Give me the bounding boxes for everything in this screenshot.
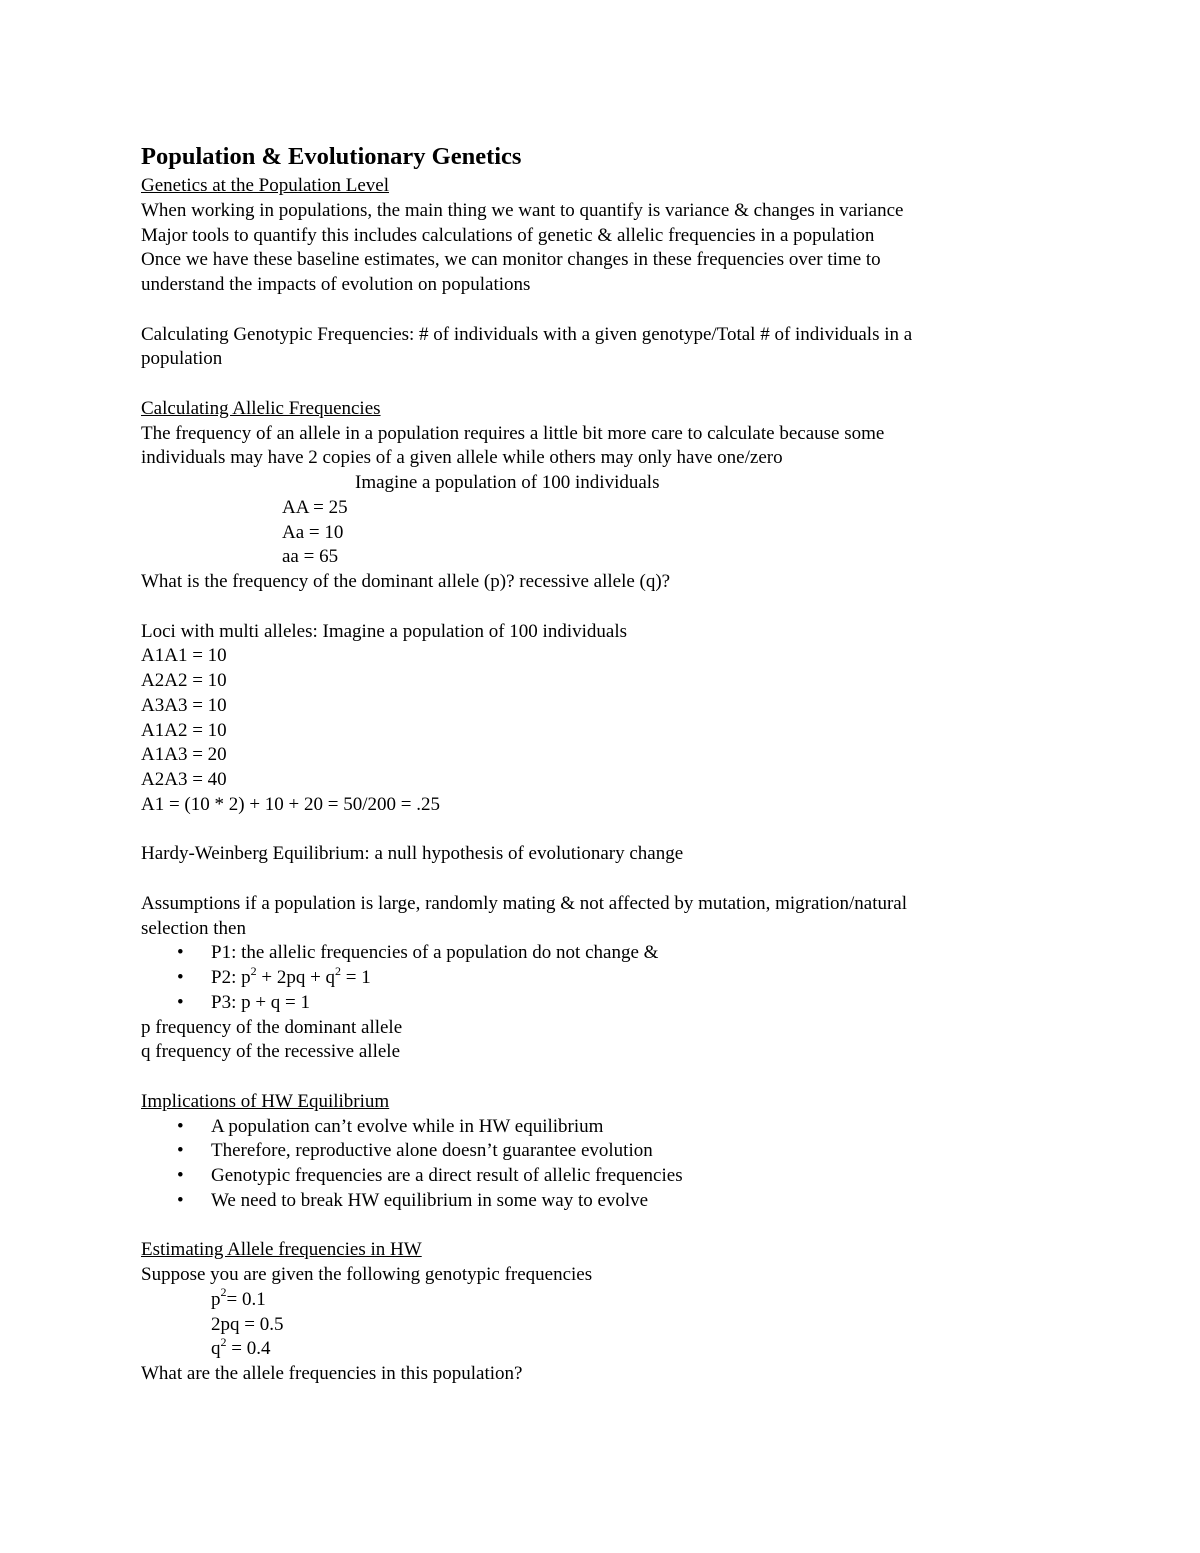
list-item-text: Therefore, reproductive alone doesn’t guarantee evolution	[211, 1140, 653, 1162]
bullet-icon: •	[177, 1140, 184, 1162]
blank-line	[141, 372, 1041, 397]
hardy-weinberg-definition: Hardy-Weinberg Equilibrium: a null hypothesis of evolutionary change	[141, 843, 684, 865]
list-item-text: A population can’t evolve while in HW equilibrium	[211, 1115, 604, 1137]
frequency-given: $q^2 = 0.4$	[211, 1334, 271, 1360]
blank-line	[141, 298, 1041, 323]
list-item-text: P3: p + q = 1	[211, 991, 311, 1013]
estimating-question: What are the allele frequencies in this population?	[141, 1363, 523, 1384]
genotypic-frequency-definition: Calculating Genotypic Frequencies: # of individuals with a given genotype/Total # of individuals in a	[141, 323, 913, 345]
q-definition: q frequency of the recessive allele	[141, 1041, 401, 1063]
blank-line	[141, 867, 1041, 892]
p-definition: p frequency of the dominant allele	[141, 1016, 403, 1038]
list-item	[141, 1164, 1041, 1189]
document-page	[141, 140, 1041, 1387]
genotypic-frequency-definition-cont: population	[141, 348, 223, 370]
list-item-text: P2: $p^2 + 2pq + q^2 = 1$	[211, 963, 371, 988]
example-intro: Imagine a population of 100 individuals	[355, 472, 660, 493]
list-item	[141, 1189, 1041, 1214]
bullet-icon: •	[177, 1165, 184, 1186]
a1-frequency-calculation: A1 = (10 * 2) + 10 + 20 = 50/200 = .25	[141, 793, 440, 815]
multi-genotype-count: A1A2 = 10	[141, 719, 227, 741]
list-item	[141, 941, 1041, 966]
blank-line	[141, 818, 1041, 843]
assumptions-line: Assumptions if a population is large, randomly mating & not affected by mutation, migration/natural	[141, 892, 908, 914]
page-title: Population & Evolutionary Genetics	[141, 143, 522, 170]
bullet-icon: •	[177, 1115, 184, 1137]
multi-genotype-count: A2A2 = 10	[141, 670, 227, 691]
genotype-count: Aa = 10	[282, 521, 344, 543]
paragraph-line: The frequency of an allele in a population requires a little bit more care to calculate because some	[141, 422, 885, 444]
blank-line	[141, 1214, 1041, 1239]
list-item	[141, 1139, 1041, 1164]
list-item-text: P1: the allelic frequencies of a population do not change &	[211, 942, 659, 964]
section-heading-implications: Implications of HW Equilibrium	[141, 1090, 390, 1112]
bullet-icon: •	[177, 967, 184, 988]
list-item-text: We need to break HW equilibrium in some way to evolve	[211, 1189, 649, 1211]
implications-list	[141, 1115, 1041, 1214]
paragraph-line: understand the impacts of evolution on populations	[141, 274, 531, 295]
multi-allele-intro: Loci with multi alleles: Imagine a population of 100 individuals	[141, 620, 627, 642]
estimating-intro: Suppose you are given the following genotypic frequencies	[141, 1264, 593, 1285]
assumptions-line: selection then	[141, 917, 246, 939]
genotype-count: AA = 25	[282, 496, 348, 518]
list-item	[141, 963, 1041, 991]
list-item	[141, 991, 1041, 1016]
allele-question: What is the frequency of the dominant allele (p)? recessive allele (q)?	[141, 571, 671, 592]
paragraph-line: Once we have these baseline estimates, we can monitor changes in these frequencies over time to	[141, 249, 881, 271]
assumptions-list	[141, 941, 1041, 1015]
paragraph-line: individuals may have 2 copies of a given allele while others may only have one/zero	[141, 447, 783, 469]
multi-genotype-count: A1A1 = 10	[141, 645, 227, 667]
bullet-icon: •	[177, 942, 184, 964]
bullet-icon: •	[177, 991, 184, 1013]
multi-genotype-count: A1A3 = 20	[141, 744, 227, 766]
blank-line	[141, 1065, 1041, 1090]
multi-genotype-count: A3A3 = 10	[141, 694, 227, 716]
paragraph-line: When working in populations, the main thing we want to quantify is variance & changes in variance	[141, 199, 904, 221]
blank-line	[141, 595, 1041, 620]
section-heading-population-level: Genetics at the Population Level	[141, 175, 389, 196]
frequency-given: 2pq = 0.5	[211, 1313, 284, 1335]
genotype-count: aa = 65	[282, 546, 339, 568]
section-heading-allelic-frequencies: Calculating Allelic Frequencies	[141, 397, 381, 419]
list-item-text: Genotypic frequencies are a direct result of allelic frequencies	[211, 1165, 683, 1186]
frequency-given: $p^2= 0.1$	[211, 1285, 266, 1310]
list-item	[141, 1115, 1041, 1140]
multi-genotype-count: A2A3 = 40	[141, 769, 227, 790]
bullet-icon: •	[177, 1189, 184, 1211]
paragraph-line: Major tools to quantify this includes calculations of genetic & allelic frequencies in a population	[141, 224, 875, 246]
section-heading-estimating: Estimating Allele frequencies in HW	[141, 1239, 422, 1261]
